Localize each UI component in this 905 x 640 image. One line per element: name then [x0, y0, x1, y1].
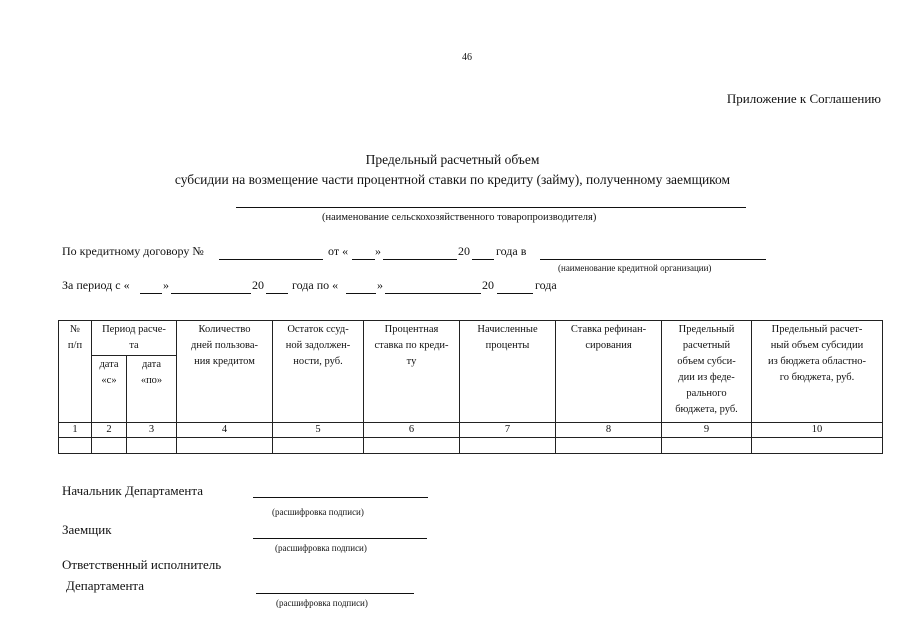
executor-label-line1: Ответственный исполнитель: [62, 557, 222, 572]
period-line-quote-close-1: »: [163, 278, 169, 292]
header-federal: Предельный расчетный объем субси- дии из феде- рального бюджета, руб.: [662, 321, 752, 423]
blank-cell: [364, 438, 460, 454]
column-number: 10: [752, 423, 883, 438]
credit-line-year-prefix: 20: [458, 244, 470, 258]
header-date-from: дата «с»: [92, 356, 127, 423]
header-num: № п/п: [59, 321, 92, 423]
period-to-day-field: [346, 293, 376, 294]
blank-cell: [752, 438, 883, 454]
contract-month-field: [383, 259, 457, 260]
header-refinance: Ставка рефинан- сирования: [556, 321, 662, 423]
producer-name-line: [236, 207, 746, 208]
period-line-quote-close-2: »: [377, 278, 383, 292]
column-number: 2: [92, 423, 127, 438]
borrower-label: Заемщик: [62, 522, 112, 537]
credit-line-year-suffix: года в: [496, 244, 527, 258]
subsidy-calculation-table: [58, 320, 883, 454]
borrower-signature-caption: (расшифровка подписи): [275, 543, 367, 553]
head-of-department-label: Начальник Департамента: [62, 483, 203, 498]
blank-cell: [460, 438, 556, 454]
blank-cell: [59, 438, 92, 454]
blank-cell: [92, 438, 127, 454]
document-title-line1: Предельный расчетный объем: [365, 152, 540, 167]
period-line-year1: 20: [252, 278, 264, 292]
credit-line-prefix: По кредитному договору №: [62, 244, 204, 258]
column-number: 4: [177, 423, 273, 438]
period-to-month-field: [385, 293, 481, 294]
bank-name-caption: (наименование кредитной организации): [558, 263, 712, 273]
column-number: 6: [364, 423, 460, 438]
executor-signature-caption: (расшифровка подписи): [276, 598, 368, 608]
executor-label-line2: Департамента: [66, 578, 145, 593]
header-balance: Остаток ссуд- ной задолжен- ности, руб.: [273, 321, 364, 423]
column-numbers-row: [59, 423, 883, 438]
column-number: 3: [127, 423, 177, 438]
table-blank-row: [59, 438, 883, 454]
period-to-year-field: [497, 293, 533, 294]
appendix-label: Приложение к Соглашению: [726, 91, 881, 106]
column-number: 5: [273, 423, 364, 438]
header-date-to: дата «по»: [127, 356, 177, 423]
credit-line-quote-close: »: [375, 244, 381, 258]
blank-cell: [556, 438, 662, 454]
blank-cell: [662, 438, 752, 454]
period-from-year-field: [266, 293, 288, 294]
column-number: 9: [662, 423, 752, 438]
period-from-month-field: [171, 293, 251, 294]
column-number: 1: [59, 423, 92, 438]
header-regional: Предельный расчет- ный объем субсидии из бюджета областно- го бюджета, руб.: [752, 321, 883, 423]
page-number: 46: [462, 52, 472, 63]
period-line-to: года по «: [292, 278, 339, 292]
column-number: 8: [556, 423, 662, 438]
period-line-year2: 20: [482, 278, 494, 292]
bank-name-field: [540, 259, 766, 260]
header-interest: Начисленные проценты: [460, 321, 556, 423]
header-rate: Процентная ставка по креди- ту: [364, 321, 460, 423]
blank-cell: [273, 438, 364, 454]
blank-cell: [127, 438, 177, 454]
head-signature-caption: (расшифровка подписи): [272, 507, 364, 517]
period-line-prefix: За период с «: [62, 278, 130, 292]
period-line-suffix: года: [535, 278, 557, 292]
head-signature-line: [253, 497, 428, 498]
producer-name-caption: (наименование сельскохозяйственного товаропроизводителя): [322, 212, 597, 223]
contract-day-field: [352, 259, 375, 260]
contract-year-field: [472, 259, 494, 260]
credit-line-from: от «: [328, 244, 349, 258]
borrower-signature-line: [253, 538, 427, 539]
executor-signature-line: [256, 593, 414, 594]
period-from-day-field: [140, 293, 162, 294]
contract-number-field: [219, 259, 323, 260]
document-title-line2: субсидии на возмещение части процентной ставки по кредиту (займу), полученному заемщиком: [174, 172, 731, 187]
header-period: Период расче- та: [92, 321, 177, 356]
column-number: 7: [460, 423, 556, 438]
header-days: Количество дней пользова- ния кредитом: [177, 321, 273, 423]
blank-cell: [177, 438, 273, 454]
table-header-row-1: [59, 321, 883, 356]
